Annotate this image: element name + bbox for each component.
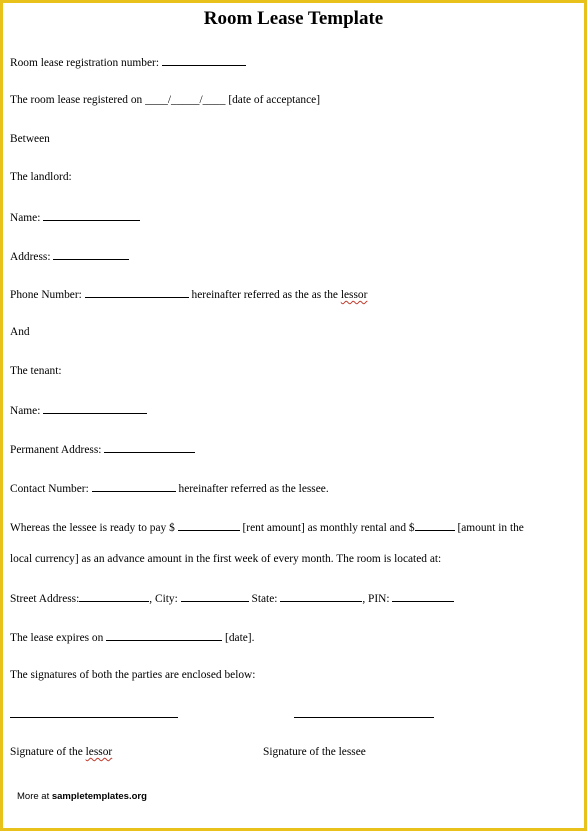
signatures-line: The signatures of both the parties are enclosed below: xyxy=(10,669,256,681)
landlord-heading: The landlord: xyxy=(10,171,72,183)
registered-date-blank[interactable]: ____/_____/____ xyxy=(145,94,226,106)
tenant-name-line xyxy=(10,403,147,417)
expires-suffix: [date]. xyxy=(225,632,255,644)
phone-line xyxy=(10,287,367,301)
whereas-text-b: [rent amount] as monthly rental and $ xyxy=(242,522,415,534)
tenant-heading: The tenant: xyxy=(10,365,62,377)
permanent-address-label: Permanent Address: xyxy=(10,444,102,456)
local-currency-line: local currency] as an advance amount in the first week of every month. The room is located at: xyxy=(10,553,442,565)
whereas-text-a: Whereas the lessee is ready to pay $ xyxy=(10,522,175,534)
lessor-word: lessor xyxy=(340,289,368,301)
registered-on-line xyxy=(10,94,320,106)
state-blank[interactable] xyxy=(280,591,362,602)
pin-label: , PIN: xyxy=(362,593,390,605)
phone-blank[interactable] xyxy=(85,287,189,298)
state-label: State: xyxy=(251,593,278,605)
expires-label: The lease expires on xyxy=(10,632,104,644)
lessor-signature-line[interactable] xyxy=(10,717,178,718)
lessor-signature-caption xyxy=(10,746,112,758)
landlord-address-line xyxy=(10,249,129,263)
contact-line xyxy=(10,481,329,495)
lessor-caption-word: lessor xyxy=(85,746,113,758)
city-label: , City: xyxy=(149,593,178,605)
phone-label: Phone Number: xyxy=(10,289,82,301)
lessor-caption-text: Signature of the xyxy=(10,746,83,758)
contact-label: Contact Number: xyxy=(10,483,89,495)
landlord-address-blank[interactable] xyxy=(53,249,129,260)
registration-label: Room lease registration number: xyxy=(10,57,159,69)
footer-credit xyxy=(17,791,147,802)
lessee-signature-line[interactable] xyxy=(294,717,434,718)
location-line xyxy=(10,591,454,605)
footer-prefix: More at xyxy=(17,791,50,802)
street-blank[interactable] xyxy=(79,591,149,602)
and-line: And xyxy=(10,326,30,338)
between-line: Between xyxy=(10,133,50,145)
lessee-signature-caption: Signature of the lessee xyxy=(263,746,366,758)
landlord-address-label: Address: xyxy=(10,251,51,263)
document-title: Room Lease Template xyxy=(203,8,384,29)
phone-suffix: hereinafter referred as the as the xyxy=(191,289,338,301)
tenant-name-label: Name: xyxy=(10,405,41,417)
rent-amount-blank[interactable] xyxy=(178,520,240,531)
permanent-address-line xyxy=(10,442,195,456)
street-label: Street Address: xyxy=(10,593,80,605)
pin-blank[interactable] xyxy=(392,591,454,602)
registration-blank[interactable] xyxy=(162,55,246,66)
contact-blank[interactable] xyxy=(92,481,176,492)
contact-suffix: hereinafter referred as the lessee. xyxy=(178,483,329,495)
landlord-name-label: Name: xyxy=(10,212,41,224)
advance-amount-blank[interactable] xyxy=(415,520,455,531)
whereas-text-c: [amount in the xyxy=(457,522,524,534)
permanent-address-blank[interactable] xyxy=(104,442,195,453)
registered-on-suffix: [date of acceptance] xyxy=(228,94,320,106)
landlord-name-blank[interactable] xyxy=(43,210,140,221)
expiry-date-blank[interactable] xyxy=(106,630,222,641)
whereas-line xyxy=(10,520,524,534)
tenant-name-blank[interactable] xyxy=(43,403,147,414)
landlord-name-line xyxy=(10,210,140,224)
registration-line xyxy=(10,55,246,69)
registered-on-label: The room lease registered on xyxy=(10,94,143,106)
expires-line xyxy=(10,630,254,644)
footer-site-link[interactable]: sampletemplates.org xyxy=(51,791,147,802)
city-blank[interactable] xyxy=(181,591,249,602)
